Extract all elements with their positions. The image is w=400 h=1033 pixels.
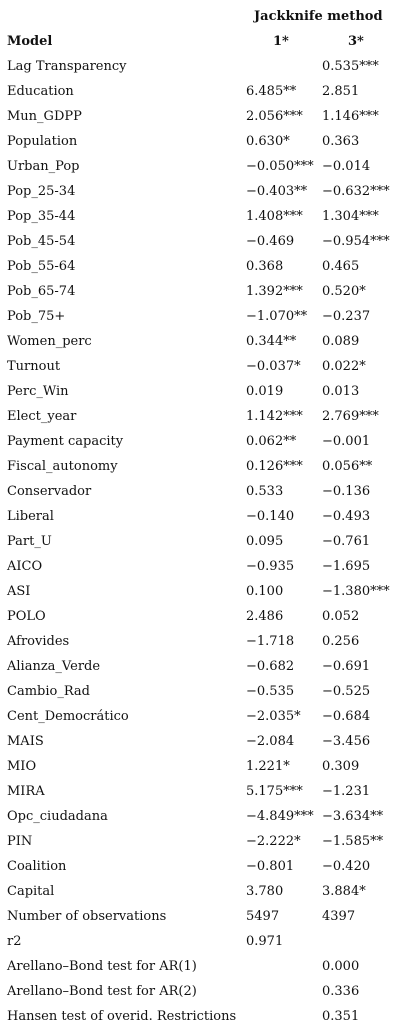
value-model-1: 0.126***: [246, 459, 303, 474]
value-model-1: −4.849***: [246, 809, 314, 824]
table-row: [0, 529, 400, 554]
value-model-1: 0.630*: [246, 134, 290, 149]
row-label: Pob_75+: [7, 309, 66, 324]
row-label: Women_perc: [7, 334, 92, 349]
value-model-1: 0.095: [246, 534, 284, 549]
row-label: Pob_45-54: [7, 234, 76, 249]
row-label: Perc_Win: [7, 384, 69, 399]
value-model-1: −0.935: [246, 559, 295, 574]
row-label: Mun_GDPP: [7, 109, 82, 124]
row-label: Capital: [7, 884, 55, 899]
row-label: Payment capacity: [7, 434, 124, 449]
value-model-3: 0.089: [322, 334, 360, 349]
table-row: [0, 404, 400, 429]
row-label: Turnout: [7, 359, 61, 374]
row-label: r2: [7, 934, 22, 949]
value-model-1: −0.037*: [246, 359, 301, 374]
row-label: Urban_Pop: [7, 159, 80, 174]
value-model-3: 1.146***: [322, 109, 379, 124]
row-label: AICO: [7, 559, 43, 574]
row-label: Number of observations: [7, 909, 167, 924]
value-model-1: −2.084: [246, 734, 295, 749]
value-model-3: −1.695: [322, 559, 371, 574]
table-row: [0, 954, 400, 979]
row-label: Hansen test of overid. Restrictions: [7, 1009, 237, 1024]
row-label: Pob_65-74: [7, 284, 76, 299]
table-row: [0, 254, 400, 279]
table-row: [0, 779, 400, 804]
value-model-1: 3.780: [246, 884, 284, 899]
table-row: [0, 629, 400, 654]
table-row: [0, 604, 400, 629]
value-model-1: −0.469: [246, 234, 295, 249]
value-model-3: 3.884*: [322, 884, 366, 899]
table-row: [0, 679, 400, 704]
value-model-1: 5497: [246, 909, 280, 924]
value-model-3: 0.465: [322, 259, 360, 274]
value-model-3: −0.761: [322, 534, 371, 549]
table-row: [0, 904, 400, 929]
value-model-1: 2.486: [246, 609, 284, 624]
value-model-1: 0.019: [246, 384, 284, 399]
value-model-3: −0.632***: [322, 184, 390, 199]
value-model-1: 0.100: [246, 584, 284, 599]
row-label: Lag Transparency: [7, 59, 127, 74]
table-row: [0, 929, 400, 954]
table-row: [0, 379, 400, 404]
value-model-3: 4397: [322, 909, 356, 924]
column-2-header: 3*: [348, 34, 364, 49]
row-label: Afrovides: [7, 634, 70, 649]
value-model-1: −2.222*: [246, 834, 301, 849]
value-model-1: −0.801: [246, 859, 295, 874]
table-row: [0, 129, 400, 154]
value-model-1: −1.718: [246, 634, 295, 649]
value-model-3: −1.231: [322, 784, 371, 799]
row-label: MIO: [7, 759, 37, 774]
value-model-3: −0.691: [322, 659, 371, 674]
value-model-3: 0.336: [322, 984, 360, 999]
table-row: [0, 179, 400, 204]
value-model-1: 1.392***: [246, 284, 303, 299]
value-model-1: 0.062**: [246, 434, 297, 449]
table-row: [0, 354, 400, 379]
value-model-1: 1.142***: [246, 409, 303, 424]
value-model-1: 2.056***: [246, 109, 303, 124]
table-row: [0, 279, 400, 304]
row-label: Part_U: [7, 534, 52, 549]
value-model-1: −0.403**: [246, 184, 308, 199]
row-label: Arellano–Bond test for AR(1): [7, 959, 197, 974]
value-model-3: −0.684: [322, 709, 371, 724]
table-row: [0, 504, 400, 529]
table-row: [0, 304, 400, 329]
value-model-3: 0.022*: [322, 359, 366, 374]
row-label: Fiscal_autonomy: [7, 459, 118, 474]
table-row: [0, 154, 400, 179]
value-model-3: 0.052: [322, 609, 360, 624]
value-model-1: −0.682: [246, 659, 295, 674]
row-label: Opc_ciudadana: [7, 809, 108, 824]
value-model-3: −0.136: [322, 484, 371, 499]
row-label: Alianza_Verde: [7, 659, 101, 674]
value-model-1: 1.221*: [246, 759, 290, 774]
table-row: [0, 79, 400, 104]
value-model-1: 1.408***: [246, 209, 303, 224]
row-label: MAIS: [7, 734, 44, 749]
method-header: Jackknife method: [254, 9, 383, 24]
table-row: [0, 54, 400, 79]
table-row: [0, 204, 400, 229]
value-model-1: 6.485**: [246, 84, 297, 99]
row-label: Conservador: [7, 484, 92, 499]
value-model-3: −0.001: [322, 434, 371, 449]
value-model-3: −0.525: [322, 684, 371, 699]
table-row: [0, 979, 400, 1004]
value-model-3: 0.351: [322, 1009, 360, 1024]
row-label: Education: [7, 84, 74, 99]
table-row: [0, 329, 400, 354]
value-model-3: 2.769***: [322, 409, 379, 424]
value-model-3: 0.000: [322, 959, 360, 974]
table-row: [0, 454, 400, 479]
column-1-header: 1*: [273, 34, 289, 49]
value-model-3: 0.535***: [322, 59, 379, 74]
table-row: [0, 754, 400, 779]
row-label: PIN: [7, 834, 33, 849]
table-row: [0, 554, 400, 579]
value-model-1: 0.344**: [246, 334, 297, 349]
value-model-3: −0.014: [322, 159, 371, 174]
value-model-3: −3.456: [322, 734, 371, 749]
value-model-3: −0.237: [322, 309, 371, 324]
value-model-3: −3.634**: [322, 809, 384, 824]
table-row: [0, 729, 400, 754]
table-row: [0, 879, 400, 904]
row-label: Cent_Democrático: [7, 709, 129, 724]
value-model-3: −1.380***: [322, 584, 390, 599]
row-label: Population: [7, 134, 78, 149]
row-label: Cambio_Rad: [7, 684, 90, 699]
model-header: Model: [7, 34, 53, 49]
value-model-3: −1.585**: [322, 834, 384, 849]
table-row: [0, 479, 400, 504]
row-label: Liberal: [7, 509, 54, 524]
value-model-3: −0.493: [322, 509, 371, 524]
table-row: [0, 1004, 400, 1029]
row-label: Pob_55-64: [7, 259, 76, 274]
table-row: [0, 704, 400, 729]
value-model-1: 0.533: [246, 484, 284, 499]
value-model-1: −0.535: [246, 684, 295, 699]
table-row: [0, 654, 400, 679]
value-model-1: −2.035*: [246, 709, 301, 724]
table-row: [0, 104, 400, 129]
table-row: [0, 579, 400, 604]
row-label: Arellano–Bond test for AR(2): [7, 984, 197, 999]
row-label: Elect_year: [7, 409, 77, 424]
value-model-1: −0.050***: [246, 159, 314, 174]
row-label: ASI: [7, 584, 31, 599]
value-model-1: −1.070**: [246, 309, 308, 324]
value-model-3: 0.363: [322, 134, 360, 149]
table-row: [0, 804, 400, 829]
table-row: [0, 829, 400, 854]
value-model-3: −0.954***: [322, 234, 390, 249]
table-row: [0, 854, 400, 879]
row-label: Pop_25-34: [7, 184, 76, 199]
value-model-3: 0.013: [322, 384, 360, 399]
table-row: [0, 429, 400, 454]
value-model-3: 1.304***: [322, 209, 379, 224]
table-row: [0, 229, 400, 254]
row-label: MIRA: [7, 784, 45, 799]
value-model-3: 0.256: [322, 634, 360, 649]
value-model-3: 2.851: [322, 84, 360, 99]
row-label: POLO: [7, 609, 46, 624]
row-label: Coalition: [7, 859, 67, 874]
row-label: Pop_35-44: [7, 209, 76, 224]
value-model-3: 0.056**: [322, 459, 373, 474]
value-model-3: −0.420: [322, 859, 371, 874]
value-model-1: 5.175***: [246, 784, 303, 799]
value-model-1: 0.971: [246, 934, 284, 949]
value-model-1: −0.140: [246, 509, 295, 524]
value-model-3: 0.520*: [322, 284, 366, 299]
value-model-1: 0.368: [246, 259, 284, 274]
value-model-3: 0.309: [322, 759, 360, 774]
